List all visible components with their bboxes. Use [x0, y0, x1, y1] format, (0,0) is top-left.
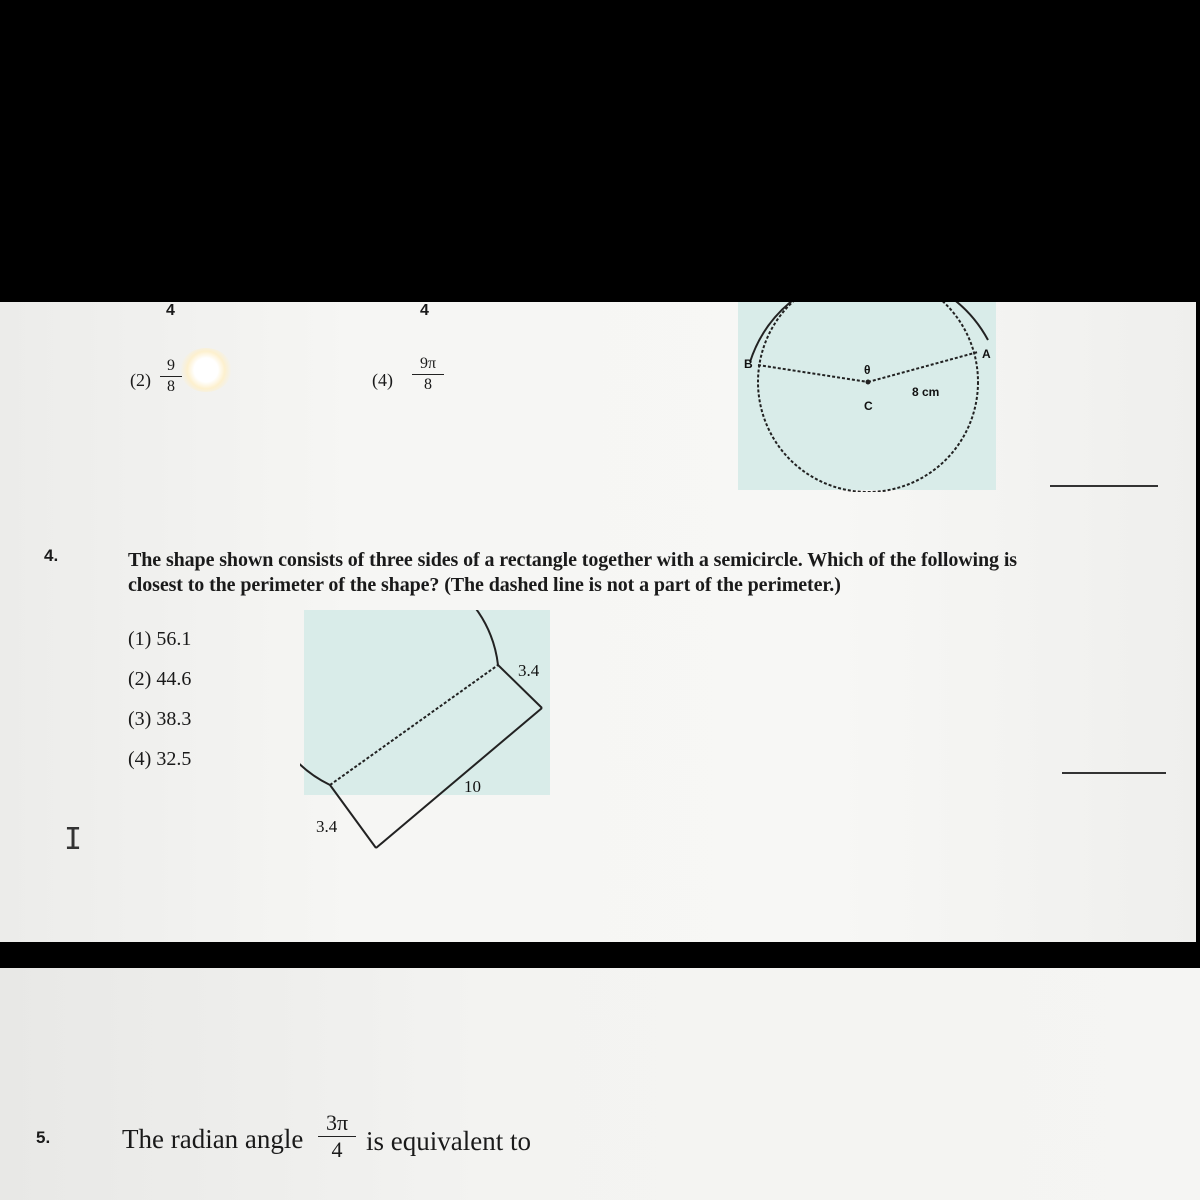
worksheet-page-upper [0, 302, 1196, 942]
fraction-denominator: 8 [167, 378, 175, 395]
prev-choice-2-fraction [160, 356, 182, 397]
question-4-choice-4[interactable]: (4) 32.5 [128, 748, 192, 770]
label-radius: 8 cm [912, 385, 940, 399]
label-a: A [982, 347, 991, 361]
semicircle-rectangle-figure [300, 610, 560, 860]
answer-blank-q4[interactable] [1062, 772, 1166, 774]
question-5-number: 5. [36, 1128, 51, 1147]
cut-off-fraction-denominator: 4 [420, 302, 429, 319]
question-4-choice-1[interactable]: (1) 56.1 [128, 628, 192, 650]
question-5-text-before: The radian angle [122, 1124, 304, 1154]
fraction-numerator: 3π [318, 1110, 356, 1137]
circle-arc-figure [738, 302, 998, 492]
answer-blank-q3[interactable] [1050, 485, 1158, 487]
prev-choice-4-number: (4) [372, 370, 393, 390]
center-point [866, 380, 871, 385]
figure-background [304, 610, 550, 795]
prev-choice-4-fraction [412, 354, 444, 395]
text-cursor-icon: I [64, 822, 83, 857]
figure-background [738, 302, 996, 490]
screen-glare [180, 348, 232, 392]
question-4-number: 4. [44, 546, 59, 565]
question-4-text-line-2: closest to the perimeter of the shape? (The dashed line is not a part of the perimeter.) [128, 574, 841, 596]
fraction-numerator: 9π [412, 354, 444, 375]
label-side-bottom: 3.4 [316, 817, 338, 836]
fraction-denominator: 4 [331, 1137, 343, 1162]
worksheet-page-lower [0, 968, 1200, 1200]
question-5-fraction [318, 1110, 356, 1163]
fraction-denominator: 8 [424, 376, 432, 393]
prev-choice-2-number: (2) [130, 370, 151, 390]
label-b: B [744, 357, 753, 371]
question-5-text-after: is equivalent to [366, 1126, 531, 1156]
label-side-top: 3.4 [518, 661, 540, 680]
label-theta: θ [864, 363, 871, 377]
question-4-text-line-1: The shape shown consists of three sides of a rectangle together with a semicircle. Which of the following is [128, 549, 1017, 571]
question-4-choice-3[interactable]: (3) 38.3 [128, 708, 192, 730]
label-center: C [864, 399, 873, 413]
cut-off-fraction-denominator: 4 [166, 302, 175, 319]
question-4-choice-2[interactable]: (2) 44.6 [128, 668, 192, 690]
fraction-numerator: 9 [160, 356, 182, 377]
label-side-long: 10 [464, 777, 481, 796]
